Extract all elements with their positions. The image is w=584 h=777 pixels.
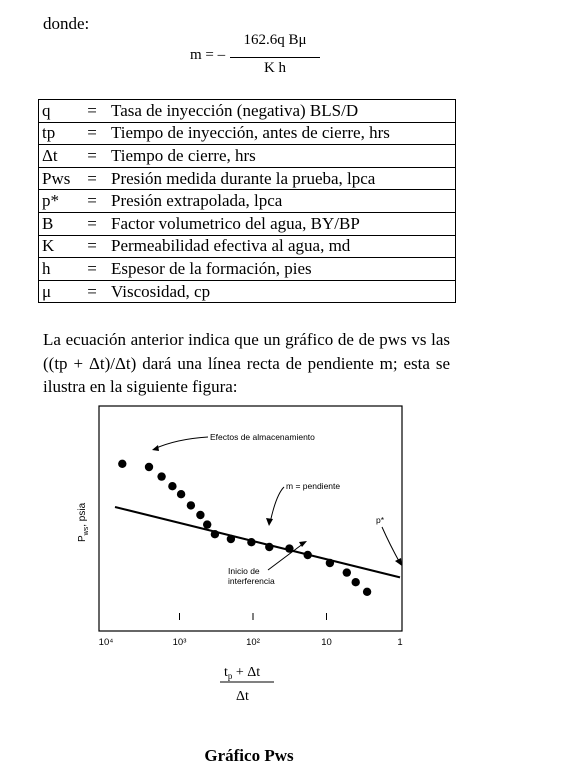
definition-description: Tasa de inyección (negativa) BLS/D bbox=[108, 100, 456, 123]
definition-symbol: tp bbox=[39, 122, 77, 145]
definition-description: Presión medida durante la prueba, lpca bbox=[108, 167, 456, 190]
annotation-interference-line1: Inicio de bbox=[228, 566, 260, 576]
annotation-arrow-p-star bbox=[382, 527, 400, 563]
annotation-storage-effects: Efectos de almacenamiento bbox=[210, 432, 315, 442]
annotation-arrow-slope bbox=[270, 487, 284, 523]
definition-symbol: q bbox=[39, 100, 77, 123]
annotation-interference-line2: interferencia bbox=[228, 576, 275, 586]
x-tick-label: 1 bbox=[397, 637, 403, 648]
definition-equals: = bbox=[76, 212, 108, 235]
definition-equals: = bbox=[76, 190, 108, 213]
definition-equals: = bbox=[76, 280, 108, 303]
definition-equals: = bbox=[76, 167, 108, 190]
data-point bbox=[352, 578, 360, 586]
formula-lhs: m = – bbox=[190, 47, 226, 63]
data-point bbox=[363, 588, 371, 596]
slope-formula bbox=[190, 32, 330, 78]
data-point bbox=[157, 472, 165, 480]
definition-symbol: h bbox=[39, 258, 77, 281]
data-point bbox=[177, 490, 185, 498]
definition-symbol: p* bbox=[39, 190, 77, 213]
data-point bbox=[203, 520, 211, 528]
data-point bbox=[227, 535, 235, 543]
definition-row bbox=[39, 280, 456, 303]
x-axis-label-denominator: Δt bbox=[236, 689, 249, 704]
formula-denominator: K h bbox=[263, 60, 287, 76]
definition-symbol: Δt bbox=[39, 145, 77, 168]
y-axis-label: $P_{ws}$, psia bbox=[77, 502, 90, 542]
definition-equals: = bbox=[76, 100, 108, 123]
definition-symbol: μ bbox=[39, 280, 77, 303]
definition-row bbox=[39, 212, 456, 235]
intro-text: donde: bbox=[43, 14, 90, 33]
definition-description: Permeabilidad efectiva al agua, md bbox=[108, 235, 456, 258]
definition-row bbox=[39, 258, 456, 281]
annotation-arrowhead-p-star bbox=[395, 558, 402, 566]
x-tick-label: 10⁴ bbox=[98, 637, 114, 648]
definition-row bbox=[39, 100, 456, 123]
fraction-bar bbox=[230, 57, 320, 58]
definition-equals: = bbox=[76, 122, 108, 145]
data-point bbox=[247, 538, 255, 546]
variable-definitions-table bbox=[38, 99, 456, 303]
annotation-slope: m = pendiente bbox=[286, 481, 341, 491]
data-point bbox=[343, 568, 351, 576]
annotation-arrowhead-storage bbox=[152, 445, 159, 451]
definition-description: Tiempo de inyección, antes de cierre, hrs bbox=[108, 122, 456, 145]
paragraph: La ecuación anterior indica que un gráfico de de pws vs las ((tp + Δt)/Δt) dará una línea recta de pendiente m; esta se ilustra en la siguiente figura: bbox=[43, 330, 450, 396]
data-point bbox=[196, 511, 204, 519]
definition-equals: = bbox=[76, 145, 108, 168]
data-point bbox=[118, 460, 126, 468]
definition-symbol: K bbox=[39, 235, 77, 258]
figure-caption: Gráfico Pws bbox=[204, 746, 294, 765]
data-point bbox=[168, 482, 176, 490]
annotation-arrowhead-slope bbox=[266, 518, 273, 526]
data-point bbox=[304, 551, 312, 559]
definition-equals: = bbox=[76, 258, 108, 281]
definition-row bbox=[39, 235, 456, 258]
definition-description: Viscosidad, cp bbox=[108, 280, 456, 303]
x-tick-label: 10 bbox=[321, 637, 332, 648]
pws-chart bbox=[77, 405, 418, 710]
x-axis-label-numerator: $t_p + \Delta t$ bbox=[224, 665, 261, 681]
x-tick-label: 10² bbox=[246, 637, 260, 648]
data-point bbox=[187, 501, 195, 509]
definition-row bbox=[39, 145, 456, 168]
data-point bbox=[265, 543, 273, 551]
definition-description: Espesor de la formación, pies bbox=[108, 258, 456, 281]
data-point bbox=[326, 559, 334, 567]
definition-description: Factor volumetrico del agua, BY/BP bbox=[108, 212, 456, 235]
definition-equals: = bbox=[76, 235, 108, 258]
definition-symbol: Pws bbox=[39, 167, 77, 190]
definition-row bbox=[39, 190, 456, 213]
definition-description: Presión extrapolada, lpca bbox=[108, 190, 456, 213]
definition-symbol: B bbox=[39, 212, 77, 235]
data-point bbox=[211, 530, 219, 538]
data-point bbox=[145, 463, 153, 471]
x-tick-label: 10³ bbox=[172, 637, 187, 648]
annotation-arrow-storage bbox=[154, 437, 208, 449]
definition-row bbox=[39, 122, 456, 145]
annotation-p-star: p* bbox=[376, 515, 385, 525]
definition-row bbox=[39, 167, 456, 190]
formula-numerator: 162.6q Bμ bbox=[243, 32, 307, 48]
definition-description: Tiempo de cierre, hrs bbox=[108, 145, 456, 168]
